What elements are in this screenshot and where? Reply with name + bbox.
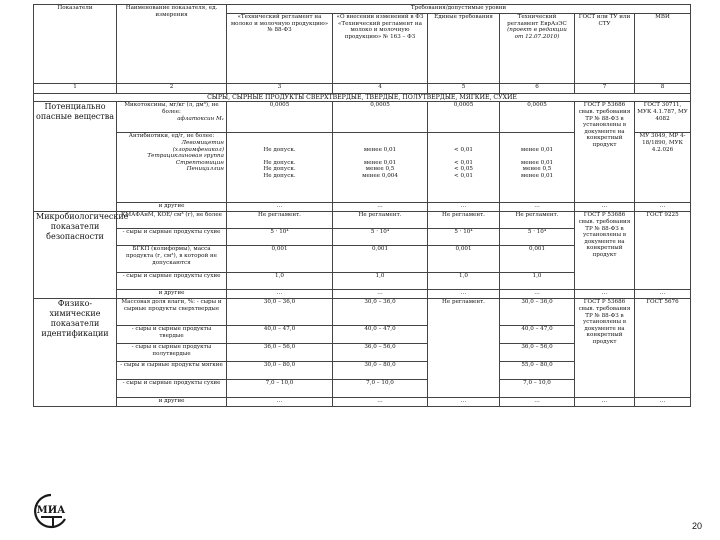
anti-line: Левомицетин: [181, 139, 224, 146]
anti-value: < 0,05: [454, 166, 473, 173]
moisture-c6: 36,0 – 56,0: [500, 344, 575, 362]
moisture-c3: 30,0 – 36,0: [227, 299, 333, 326]
ellipsis: …: [227, 398, 333, 407]
dry1-value: 5 · 10⁴: [500, 229, 575, 246]
ellipsis: …: [575, 398, 635, 407]
section1-other: и другие: [117, 203, 227, 212]
moisture-c3: 36,0 – 56,0: [227, 344, 333, 362]
section1-mvi-top: ГОСТ 30711, МУК 4.1.787, МУ 4082: [635, 102, 691, 133]
myco-value: 0,0005: [428, 102, 500, 133]
section2-category: Микробиологические показатели безопасности: [34, 212, 117, 299]
ellipsis: …: [227, 203, 333, 212]
anti-line: (хлорамфеникол): [172, 146, 224, 153]
section3-other: и другие: [117, 398, 227, 407]
anti-value: Не допуск.: [263, 172, 296, 179]
anti-line: Стрептомицин: [175, 159, 224, 166]
myco-line: афлатоксин M₁: [177, 115, 224, 122]
ellipsis: …: [333, 290, 428, 299]
section2-gost: ГОСТ Р 53686 свыв. требования ТР № 88-ФЗ в установлены в документе на конкретный продукт: [575, 212, 635, 290]
ellipsis: …: [227, 290, 333, 299]
moisture-c4: 36,0 – 56,0: [333, 344, 428, 362]
anti-value: менее 0,01: [520, 159, 554, 166]
anti-value: < 0,01: [454, 172, 473, 179]
header-name-unit: Наименование показателя, ед. измерения: [117, 5, 227, 84]
header-mvi: МВИ: [635, 14, 691, 84]
header-tr-milk: «Технический регламент на молоко и молочную продукцию» № 88-ФЗ: [227, 14, 333, 84]
kmafanm-value: Не регламент.: [428, 212, 500, 229]
kmafanm-value: Не регламент.: [500, 212, 575, 229]
col-number: 8: [635, 84, 691, 94]
section2-mvi: ГОСТ 9225: [635, 212, 691, 290]
dry1-label: - сыры и сырные продукты сухие: [117, 229, 227, 246]
anti-value: менее 0,01: [520, 146, 554, 153]
moisture-c6: 40,0 – 47,0: [500, 326, 575, 344]
myco-value: 0,0005: [227, 102, 333, 133]
section3-gost: ГОСТ Р 53686 свыв. требования ТР № 88-ФЗ в установлены в документе на конкретный продукт: [575, 299, 635, 398]
ellipsis: …: [500, 290, 575, 299]
moisture-c4: 30,0 – 36,0: [333, 299, 428, 326]
moisture-c4: 40,0 – 47,0: [333, 326, 428, 344]
moisture-c4: 7,0 – 10,0: [333, 380, 428, 398]
header-requirements: Требования/допустимые уровни: [227, 5, 691, 14]
ellipsis: …: [635, 290, 691, 299]
moisture-c3: 7,0 – 10,0: [227, 380, 333, 398]
moisture-c4: 30,0 – 80,0: [333, 362, 428, 380]
col-number: 2: [117, 84, 227, 94]
moisture-row-label: - сыры и сырные продукты мягкие: [117, 362, 227, 380]
moisture-c6: 7,0 – 10,0: [500, 380, 575, 398]
col-number: 1: [34, 84, 117, 94]
myco-line: Микотоксины, мг/кг (л, дм³), не более:: [124, 102, 219, 115]
ellipsis: …: [500, 398, 575, 407]
header-tr-amend: «О внесении изменений в ФЗ «Технический регламент на молоко и молочную продукцию» № 163 – ФЗ: [333, 14, 428, 84]
anti-col6: [500, 133, 575, 203]
anti-value: менее 0,004: [362, 172, 398, 179]
anti-value: менее 0,01: [363, 159, 397, 166]
ellipsis: …: [428, 203, 500, 212]
col-number: 5: [428, 84, 500, 94]
header-indicators: Показатели: [34, 5, 117, 84]
anti-value: менее 0,01: [363, 146, 397, 153]
anti-col4: [333, 133, 428, 203]
anti-value: менее 0,5: [522, 166, 552, 173]
anti-value: Не допуск.: [263, 146, 296, 153]
dry1-value: 5 · 10⁴: [333, 229, 428, 246]
moisture-row-label: - сыры и сырные продукты сухие: [117, 380, 227, 398]
section1-gost: ГОСТ Р 53686 свыв. требования ТР № 88-ФЗ в установлены в документе на конкретный продукт: [575, 102, 635, 203]
dry2-value: 1,0: [428, 273, 500, 290]
page-number: 20: [691, 521, 702, 531]
col-number: 4: [333, 84, 428, 94]
col-number: 3: [227, 84, 333, 94]
header-eaes: [500, 14, 575, 84]
mia-logo: [32, 493, 70, 529]
anti-value: Не допуск.: [263, 166, 296, 173]
anti-value: менее 0,5: [365, 166, 395, 173]
dry2-value: 1,0: [500, 273, 575, 290]
anti-col3: [227, 133, 333, 203]
myco-value: 0,0005: [500, 102, 575, 133]
section3-mvi: ГОСТ 5676: [635, 299, 691, 398]
section1-category: Потенциально опасные вещества: [34, 102, 117, 212]
anti-value: < 0,01: [454, 159, 473, 166]
bgkp-value: 0,001: [428, 246, 500, 273]
ellipsis: …: [333, 203, 428, 212]
moisture-c6: 30,0 – 36,0: [500, 299, 575, 326]
group-title: СЫРЫ, СЫРНЫЕ ПРОДУКТЫ СВЕРХТВЕРДЫЕ, ТВЕРДЫЕ, ПОЛУТВЕРДЫЕ, МЯГКИЕ, СУХИЕ: [34, 94, 691, 102]
section1-anti: [117, 133, 227, 203]
ellipsis: …: [575, 290, 635, 299]
kmafanm-label: КМАФАнМ, КОЕ/ см³ (г), не более: [117, 212, 227, 229]
ellipsis: …: [500, 203, 575, 212]
logo-text: МИА: [36, 505, 66, 516]
moisture-row-label: - сыры и сырные продукты твердые: [117, 326, 227, 344]
header-eaes-title: Технический регламент ЕврАзЭС: [507, 14, 567, 27]
moisture-c6: 55,0 – 80,0: [500, 362, 575, 380]
ellipsis: …: [575, 203, 635, 212]
moisture-c5: Не регламент.: [428, 299, 500, 398]
section2-other: и другие: [117, 290, 227, 299]
anti-value: < 0,01: [454, 146, 473, 153]
dry2-label: - сыры и сырные продукты сухие: [117, 273, 227, 290]
anti-col5: [428, 133, 500, 203]
kmafanm-value: Не регламент.: [333, 212, 428, 229]
header-unified: Единые требования: [428, 14, 500, 84]
bgkp-value: 0,001: [500, 246, 575, 273]
col-number: 6: [500, 84, 575, 94]
dry2-value: 1,0: [333, 273, 428, 290]
dry1-value: 5 · 10⁴: [227, 229, 333, 246]
header-gost-tu: ГОСТ или ТУ или СТУ: [575, 14, 635, 84]
header-eaes-note: (проект в редакции от 12.07.2010): [507, 27, 567, 40]
section3-category: Физико-химические показатели идентификации: [34, 299, 117, 407]
ellipsis: …: [428, 398, 500, 407]
section1-myco: [117, 102, 227, 133]
dry2-value: 1,0: [227, 273, 333, 290]
bgkp-value: 0,001: [333, 246, 428, 273]
bgkp-label: БГКП (колиформы), масса продукта (г, см³), в которой не допускаются: [117, 246, 227, 273]
moisture-c3: 40,0 – 47,0: [227, 326, 333, 344]
ellipsis: …: [333, 398, 428, 407]
bgkp-value: 0,001: [227, 246, 333, 273]
myco-value: 0,0005: [333, 102, 428, 133]
anti-value: Не допуск.: [263, 159, 296, 166]
anti-line: Пенициллин: [186, 166, 224, 173]
ellipsis: …: [635, 203, 691, 212]
moisture-c3: 30,0 – 80,0: [227, 362, 333, 380]
kmafanm-value: Не регламент.: [227, 212, 333, 229]
col-number: 7: [575, 84, 635, 94]
anti-value: менее 0,01: [520, 172, 554, 179]
dry1-value: 5 · 10⁴: [428, 229, 500, 246]
requirements-table: [33, 4, 691, 407]
ellipsis: …: [635, 398, 691, 407]
ellipsis: …: [428, 290, 500, 299]
anti-line: Тетрациклиновая группа: [147, 153, 224, 160]
moisture-label: Массовая доля влаги, %: - сыры и сырные продукты сверхтвердые: [117, 299, 227, 326]
moisture-row-label: - сыры и сырные продукты полутвердые: [117, 344, 227, 362]
section1-mvi-mid: МУ 3049, МР 4-18/1890, МУК 4.2.026: [635, 133, 691, 203]
anti-line: Антибиотики, ед/г, не более:: [128, 133, 215, 140]
